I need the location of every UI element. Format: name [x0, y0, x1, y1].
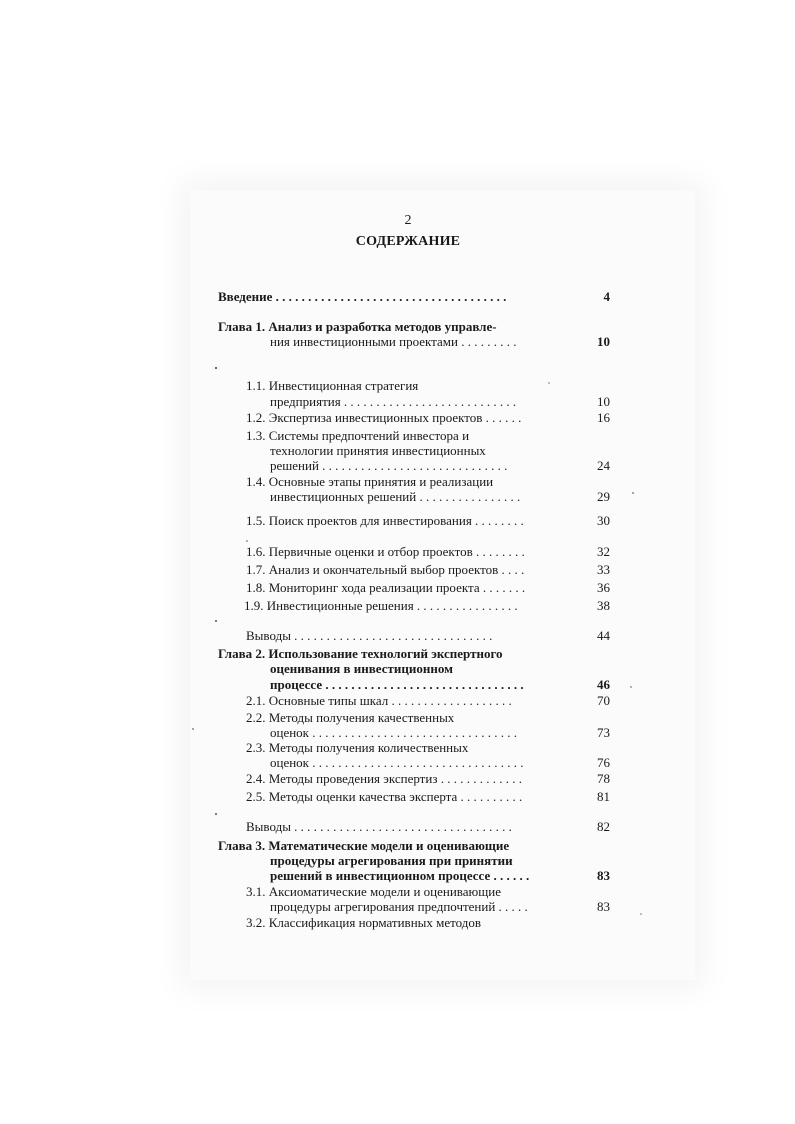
toc-section-3-2: 3.2. Классификация нормативных методов — [246, 915, 482, 930]
toc-section-1-1-line2: предприятия . . . . . . . . . . . . . . . . . . . . . . . . . . . — [270, 394, 517, 409]
scan-speck — [630, 686, 632, 688]
toc-page-1-8: 36 — [597, 580, 610, 595]
toc-chapter-1-line2-text: ния инвестиционными проектами . . . . . . . . . — [270, 334, 517, 349]
toc-page-chapter-2: 46 — [597, 677, 610, 692]
toc-section-1-3-line3: решений . . . . . . . . . . . . . . . . . . . . . . . . . . . . . — [270, 458, 508, 473]
toc-page-2-3: 76 — [597, 755, 610, 770]
toc-section-1-2: 1.2. Экспертиза инвестиционных проектов . . . . . . — [246, 410, 522, 425]
scan-speck — [215, 813, 217, 815]
toc-page-1-6: 32 — [597, 544, 610, 559]
toc-chapter-2-line3: процессе . . . . . . . . . . . . . . . . . . . . . . . . . . . . . . . — [270, 677, 524, 692]
toc-chapter-2-line2: оценивания в инвестиционном — [270, 661, 453, 676]
toc-page-1-4: 29 — [597, 489, 610, 504]
toc-section-1-7: 1.7. Анализ и окончательный выбор проектов . . . . — [246, 562, 525, 577]
toc-section-2-2-line2: оценок . . . . . . . . . . . . . . . . . . . . . . . . . . . . . . . . — [270, 725, 517, 740]
toc-section-1-6: 1.6. Первичные оценки и отбор проектов . . . . . . . . — [246, 544, 525, 559]
toc-chapter-1-line1: Глава 1. Анализ и разработка методов управле- — [218, 319, 497, 334]
toc-section-1-9: 1.9. Инвестиционные решения . . . . . . . . . . . . . . . . — [244, 598, 518, 613]
toc-chapter-3-line1: Глава 3. Математические модели и оценивающие — [218, 838, 510, 853]
toc-section-1-1-line1: 1.1. Инвестиционная стратегия — [246, 378, 419, 393]
toc-section-3-1-line1: 3.1. Аксиоматические модели и оценивающие — [246, 884, 501, 899]
toc-page-3-1: 83 — [597, 899, 610, 914]
toc-page-2-5: 81 — [597, 789, 610, 804]
toc-section-2-3-line2: оценок . . . . . . . . . . . . . . . . . . . . . . . . . . . . . . . . . — [270, 755, 524, 770]
toc-section-1-3-line1: 1.3. Системы предпочтений инвестора и — [246, 428, 470, 443]
toc-conclusions-1: Выводы . . . . . . . . . . . . . . . . . . . . . . . . . . . . . . . — [246, 628, 493, 643]
toc-section-1-3-line2: технологии принятия инвестиционных — [270, 443, 486, 458]
page-number: 2 — [404, 213, 412, 228]
toc-section-2-1: 2.1. Основные типы шкал . . . . . . . . . . . . . . . . . . . — [246, 693, 512, 708]
scan-speck — [632, 492, 634, 494]
toc-section-2-3-line1: 2.3. Методы получения количественных — [246, 740, 469, 755]
scan-speck — [548, 382, 550, 384]
scan-speck — [246, 540, 248, 542]
toc-section-3-1-line2: процедуры агрегирования предпочтений . . . . . — [270, 899, 528, 914]
toc-page-1-9: 38 — [597, 598, 610, 613]
scan-speck — [192, 728, 194, 730]
toc-page-intro: 4 — [603, 289, 610, 304]
toc-page-1-2: 16 — [597, 410, 610, 425]
page-title: СОДЕРЖАНИЕ — [355, 234, 461, 249]
toc-section-1-4-line1: 1.4. Основные этапы принятия и реализации — [246, 474, 494, 489]
toc-page-1-1: 10 — [597, 394, 610, 409]
toc-page-1-5: 30 — [597, 513, 610, 528]
toc-conclusions-2: Выводы . . . . . . . . . . . . . . . . . . . . . . . . . . . . . . . . . . — [246, 819, 512, 834]
toc-section-2-2-line1: 2.2. Методы получения качественных — [246, 710, 455, 725]
toc-page-1-3: 24 — [597, 458, 610, 473]
toc-entry-intro: Введение . . . . . . . . . . . . . . . . . . . . . . . . . . . . . . . . . . . . — [218, 289, 507, 304]
toc-page-2-2: 73 — [597, 725, 610, 740]
toc-chapter-3-line2: процедуры агрегирования при принятии — [270, 853, 513, 868]
toc-page-chapter-3: 83 — [597, 868, 610, 883]
toc-section-1-5: 1.5. Поиск проектов для инвестирования . . . . . . . . — [246, 513, 524, 528]
toc-page-1-7: 33 — [597, 562, 610, 577]
toc-chapter-2-line1: Глава 2. Использование технологий экспертного — [218, 646, 503, 661]
toc-page-conclusions-1: 44 — [597, 628, 610, 643]
toc-page-chapter-1: 10 — [597, 334, 610, 349]
scan-speck — [215, 620, 217, 622]
toc-chapter-1-line2 — [270, 334, 516, 350]
toc-section-1-8: 1.8. Мониторинг хода реализации проекта . . . . . . . — [246, 580, 526, 595]
toc-section-1-4-line2: инвестиционных решений . . . . . . . . . . . . . . . . — [270, 489, 521, 504]
toc-page-2-4: 78 — [597, 771, 610, 786]
scan-speck — [215, 367, 217, 369]
toc-page-2-1: 70 — [597, 693, 610, 708]
toc-page-conclusions-2: 82 — [597, 819, 610, 834]
scan-speck — [640, 913, 642, 915]
toc-chapter-3-line3: решений в инвестиционном процессе . . . . . . — [270, 868, 530, 883]
toc-section-2-4: 2.4. Методы проведения экспертиз . . . . . . . . . . . . . — [246, 771, 522, 786]
toc-section-2-5: 2.5. Методы оценки качества эксперта . . . . . . . . . . — [246, 789, 523, 804]
